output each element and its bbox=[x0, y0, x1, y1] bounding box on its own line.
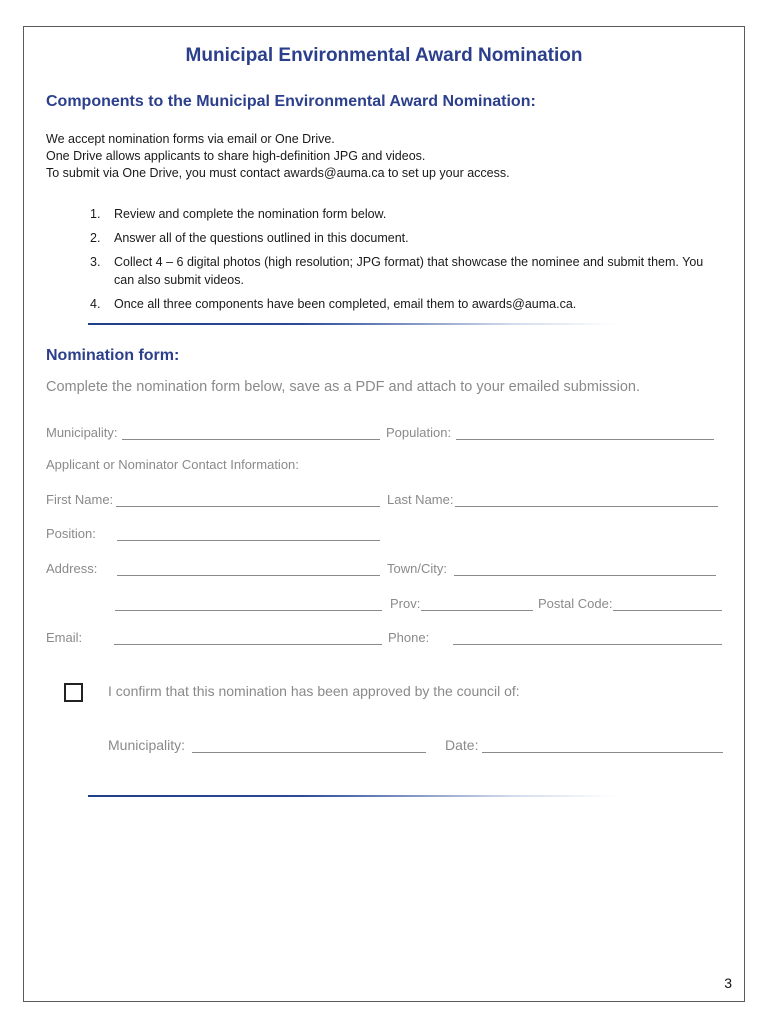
intro-line: One Drive allows applicants to share high-definition JPG and videos. bbox=[46, 149, 426, 163]
step-number: 3. bbox=[90, 255, 101, 269]
page-number: 3 bbox=[724, 975, 732, 991]
list-item bbox=[90, 205, 714, 223]
town-city-label: Town/City: bbox=[387, 561, 447, 576]
population-label: Population: bbox=[386, 425, 452, 440]
steps-list bbox=[90, 205, 714, 319]
email-field[interactable] bbox=[114, 644, 382, 645]
municipality-label: Municipality: bbox=[46, 425, 118, 440]
address-label: Address: bbox=[46, 561, 98, 576]
email-label: Email: bbox=[46, 630, 83, 645]
council-approval-checkbox[interactable] bbox=[64, 683, 83, 702]
step-text: Answer all of the questions outlined in this document. bbox=[114, 231, 409, 245]
components-heading: Components to the Municipal Environmental Award Nomination: bbox=[46, 93, 536, 110]
date-field[interactable] bbox=[482, 752, 723, 753]
step-text: Review and complete the nomination form below. bbox=[114, 207, 387, 221]
last-name-field[interactable] bbox=[455, 506, 718, 507]
step-number: 1. bbox=[90, 207, 101, 221]
section-divider bbox=[88, 323, 618, 325]
step-text: Once all three components have been completed, email them to awards@auma.ca. bbox=[114, 297, 577, 311]
province-label: Prov: bbox=[390, 596, 421, 611]
nomination-form-heading: Nomination form: bbox=[46, 347, 180, 364]
document-page bbox=[23, 26, 745, 1002]
town-city-field[interactable] bbox=[454, 575, 716, 576]
phone-label: Phone: bbox=[388, 630, 430, 645]
confirm-municipality-label: Municipality: bbox=[108, 737, 186, 753]
intro-text bbox=[46, 131, 510, 182]
position-label: Position: bbox=[46, 526, 96, 541]
population-field[interactable] bbox=[456, 439, 714, 440]
step-text: Collect 4 – 6 digital photos (high resolution; JPG format) that showcase the nominee and submit them. You can also submit videos. bbox=[114, 255, 704, 287]
postal-code-label: Postal Code: bbox=[538, 596, 613, 611]
contact-info-heading: Applicant or Nominator Contact Information: bbox=[46, 457, 299, 472]
step-number: 2. bbox=[90, 231, 101, 245]
list-item bbox=[90, 253, 714, 289]
intro-line: To submit via One Drive, you must contact awards@auma.ca to set up your access. bbox=[46, 166, 510, 180]
phone-field[interactable] bbox=[453, 644, 722, 645]
list-item bbox=[90, 295, 714, 313]
last-name-label: Last Name: bbox=[387, 492, 454, 507]
section-divider bbox=[88, 795, 618, 797]
confirmation-text: I confirm that this nomination has been approved by the council of: bbox=[108, 683, 520, 699]
page-title: Municipal Environmental Award Nomination bbox=[185, 45, 583, 66]
confirm-municipality-field[interactable] bbox=[192, 752, 426, 753]
address-line-2-field[interactable] bbox=[115, 610, 382, 611]
position-field[interactable] bbox=[117, 540, 380, 541]
municipality-field[interactable] bbox=[122, 439, 380, 440]
province-field[interactable] bbox=[421, 610, 533, 611]
first-name-field[interactable] bbox=[116, 506, 380, 507]
step-number: 4. bbox=[90, 297, 101, 311]
list-item bbox=[90, 229, 714, 247]
postal-code-field[interactable] bbox=[613, 610, 722, 611]
intro-line: We accept nomination forms via email or One Drive. bbox=[46, 132, 335, 146]
form-instructions: Complete the nomination form below, save as a PDF and attach to your emailed submission. bbox=[46, 379, 640, 395]
date-label: Date: bbox=[445, 737, 479, 753]
first-name-label: First Name: bbox=[46, 492, 114, 507]
address-field[interactable] bbox=[117, 575, 380, 576]
